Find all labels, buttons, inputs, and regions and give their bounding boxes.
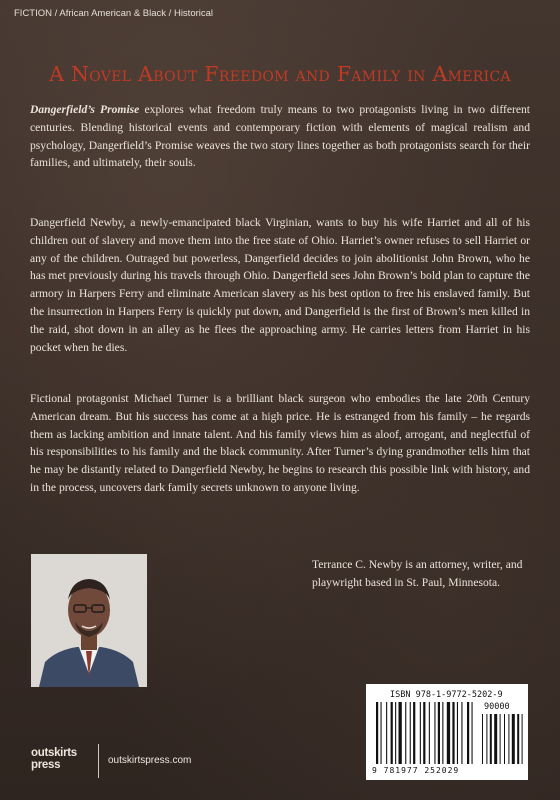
genre-line: FICTION / African American & Black / Historical bbox=[14, 8, 214, 19]
publisher-website: outskirtspress.com bbox=[108, 755, 192, 766]
barcode bbox=[366, 684, 528, 780]
blurb-paragraph-1 bbox=[30, 101, 530, 172]
author-photo bbox=[31, 554, 147, 687]
barcode-digits: 9 781977 252029 bbox=[372, 766, 460, 775]
price-code: 90000 bbox=[484, 702, 510, 712]
book-title: Dangerfield’s Promise bbox=[30, 103, 140, 116]
author-bio: Terrance C. Newby is an attorney, writer, and playwright based in St. Paul, Minnesota. bbox=[312, 558, 523, 589]
blurb-paragraph-3: Fictional protagonist Michael Turner is a brilliant black surgeon who embodies the late 20th Century American dream. But his success has come at a high price. He is estranged from his family – he regards them as lacking ambition and innate talent. And his family views him as aloof, arrogant, and neglectful of his responsibilities to his family and the black community. After Turner’s dying grandmother tells him that he may be distantly related to Dangerfield Newby, he begins to research this possible link with history, and in the process, uncovers dark family secrets unknown to anyone living. bbox=[30, 392, 530, 494]
blurb-paragraph-1-text: explores what freedom truly means to two protagonists living in two different centuries. Blending historical events and contemporary fiction with elements of magical realism and psychology, Dangerfield’s Promise weaves the two story lines together as both protagonists search for their families, and ultimately, their souls. bbox=[30, 103, 531, 170]
isbn-label: ISBN 978-1-9772-5202-9 bbox=[390, 690, 503, 700]
publisher-logo-line-2: press bbox=[31, 759, 61, 771]
author-portrait-illustration bbox=[31, 554, 147, 687]
logo-divider bbox=[98, 744, 99, 778]
blurb-paragraph-2: Dangerfield Newby, a newly-emancipated black Virginian, wants to buy his wife Harriet and all of his children out of slavery and move them into the free state of Ohio. Harriet’s owner refuses to sell Harriet or any of the children. Outraged but powerless, Dangerfield decides to join abolitionist John Brown, who he has met previously during his travels through Ohio. Dangerfield sees John Brown’s bold plan to capture the armory in Harpers Ferry and eliminate American slavery as his best option to free his enslaved family. But the insurrection in Harpers Ferry is quickly put down, and Dangerfield is the first of Brown’s men killed in the raid, shot down in an alley as he flees the approaching army. He carries letters from Harriet in his pocket when he dies. bbox=[30, 216, 530, 354]
publisher-logo-line-1: outskirts bbox=[31, 747, 77, 759]
publisher-logo bbox=[31, 747, 93, 775]
headline: A Novel About Freedom and Family in America bbox=[49, 62, 511, 86]
